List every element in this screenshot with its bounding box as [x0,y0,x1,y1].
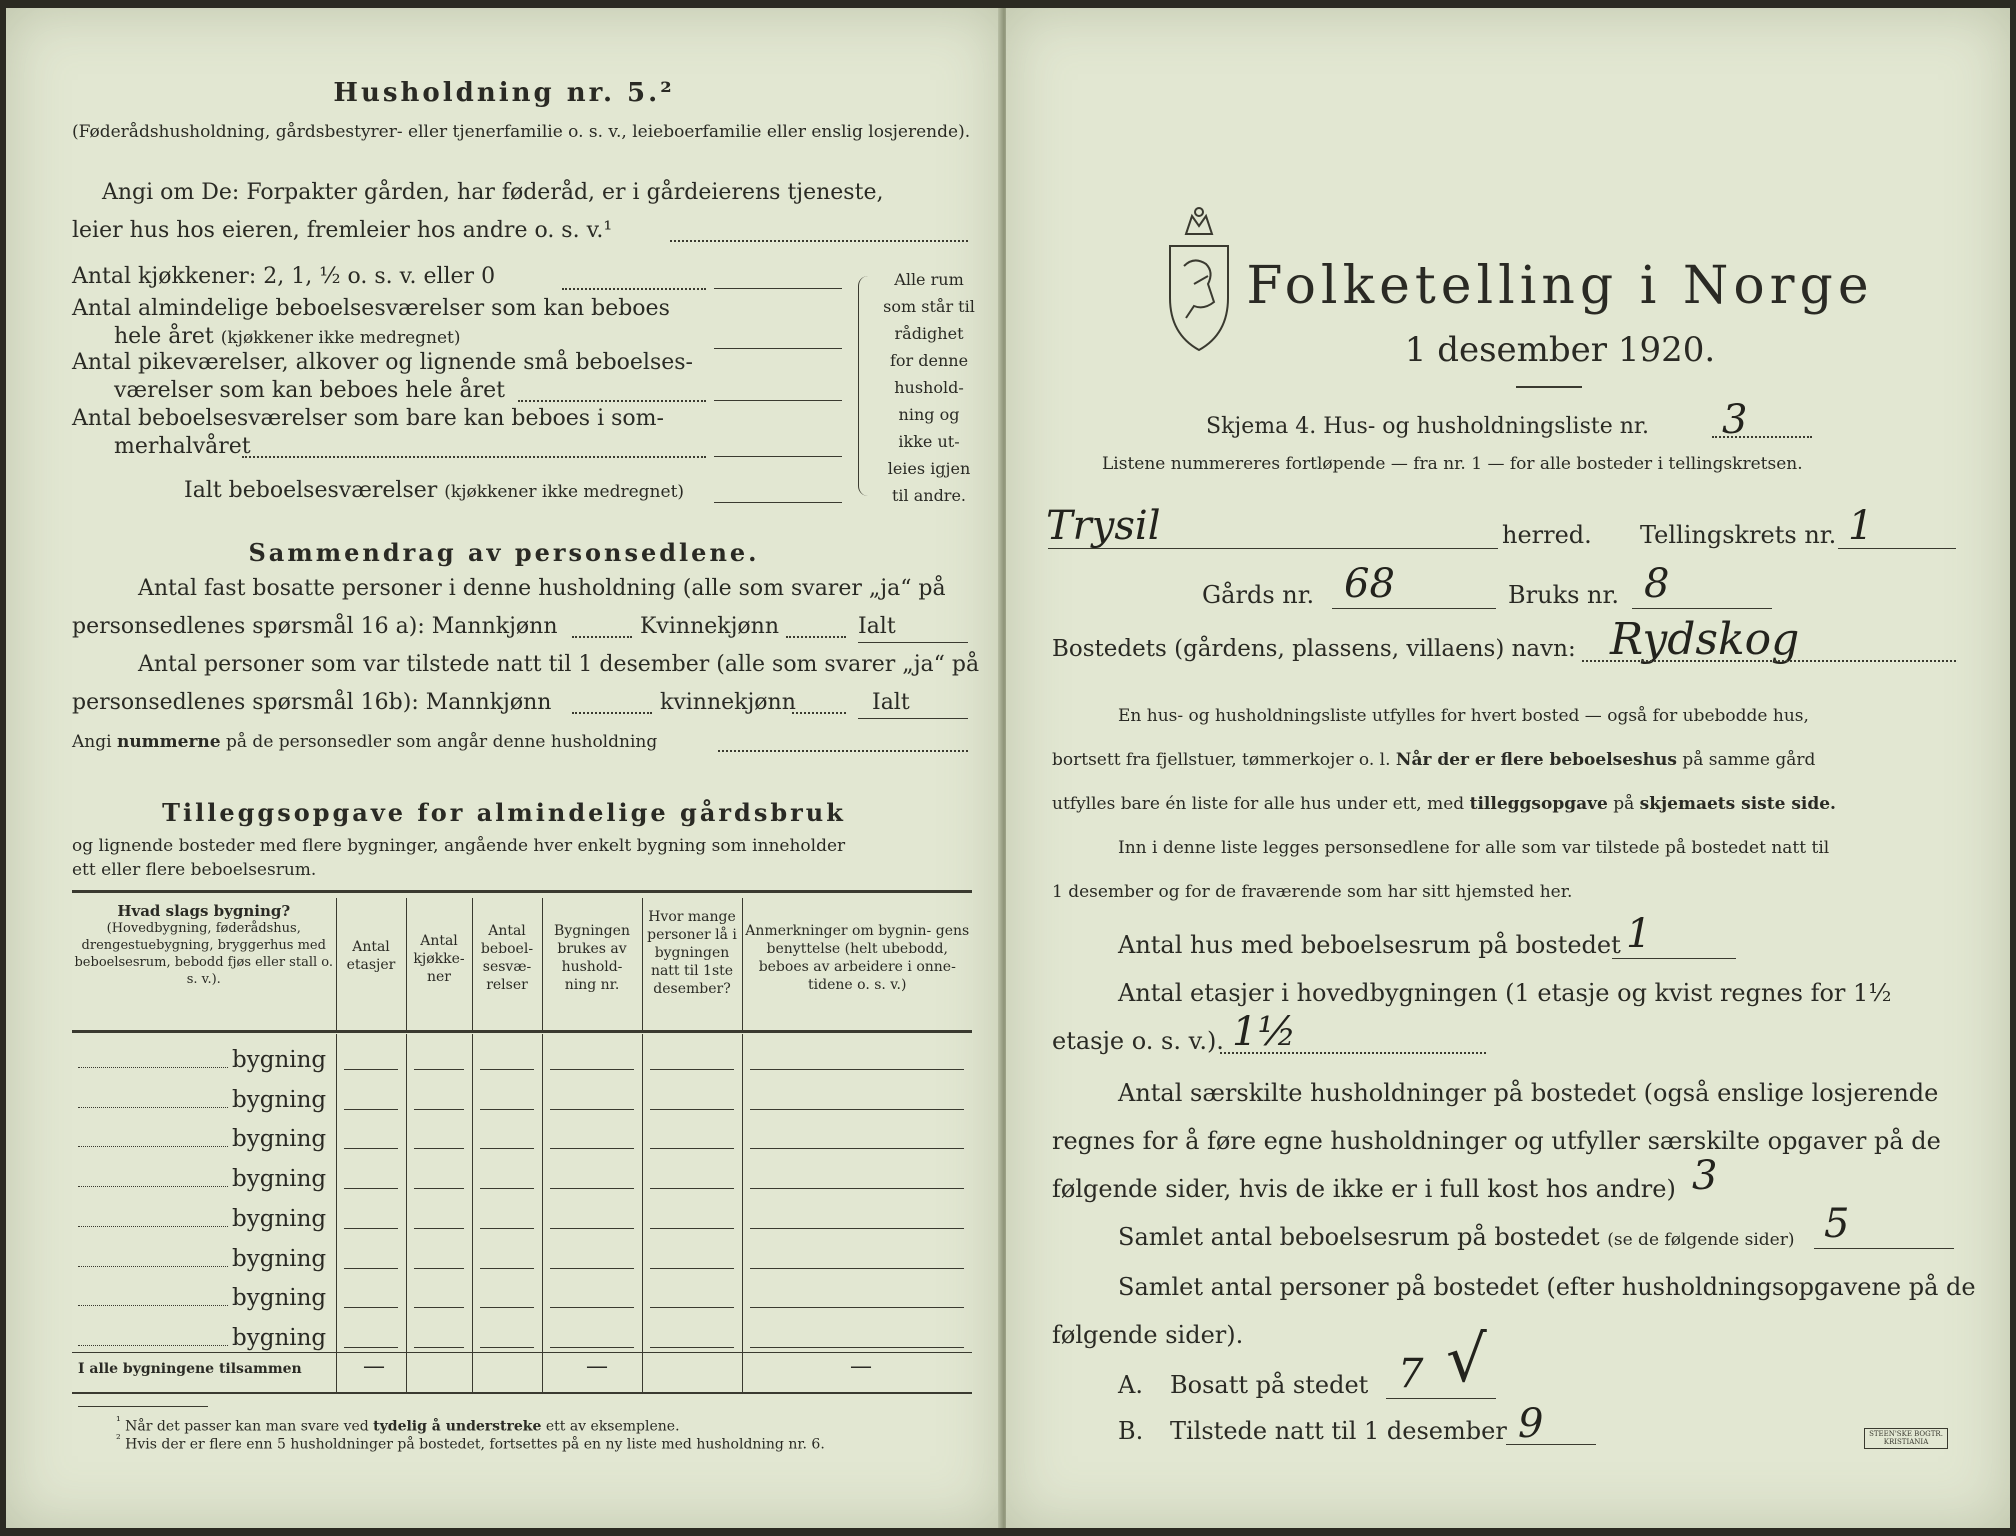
gards-label: Gårds nr. [1202,581,1315,609]
info-line-5: 1 desember og for de fraværende som har sitt hjemsted her. [1052,882,1573,902]
building-cell-line [414,1307,464,1308]
building-row-label: bygning [232,1126,327,1153]
info-2-bold: Når der er flere beboelseshus [1395,750,1677,770]
info-2-pre: bortsett fra fjellstuer, tømmerkojer o. l. [1052,750,1391,770]
ialt-line [184,476,684,506]
printer-stamp: STEEN'SKE BOGTR. KRISTIANIA [1864,1428,1948,1449]
pike-fill [714,400,842,401]
building-cell-line [650,1148,734,1149]
total-etasjer-dash: — [363,1354,385,1379]
gards-line [1332,608,1496,609]
b-text: Tilstede natt til 1 desember [1170,1417,1507,1445]
building-cell-line [414,1347,464,1348]
building-cell-line [344,1188,398,1189]
building-cell-line [650,1307,734,1308]
left-page [6,8,1002,1528]
hus-label: Antal hus med beboelsesrum på bostedet [1118,931,1621,959]
fast-mann-label: personsedlenes spørsmål 16 a): Mannkjønn [72,614,558,639]
skjema-nr-value: 3 [1722,397,1748,443]
info-3-mid: på [1613,794,1635,814]
bosted-line [1582,660,1956,662]
building-cell-line [414,1069,464,1070]
bracket-note-line: for denne [889,351,969,370]
samlet-rum-value: 5 [1824,1201,1850,1247]
building-row [72,1074,972,1114]
b-value: 9 [1518,1401,1544,1447]
building-row-label: bygning [232,1285,327,1312]
fast-line-1: Antal fast bosatte personer i denne husholdning (alle som svarer „ja“ på [138,576,946,601]
a-label: A. [1118,1371,1143,1399]
fast-mann-dots [572,636,632,638]
bracket-note-line: Alle rum [894,270,964,289]
building-cell-line [344,1347,398,1348]
building-cell-line [344,1307,398,1308]
bruks-line [1632,608,1772,609]
samlet-pers-line-1: Samlet antal personer på bostedet (efter husholdningsopgavene på de [1118,1273,1976,1301]
bruks-label: Bruks nr. [1508,581,1619,609]
tilst-line-2: personsedlenes spørsmål 16b): Mannkjønn [72,690,552,715]
building-cell-line [650,1109,734,1110]
table-header-rule [72,1030,972,1033]
alm-line-2-text: hele året [114,324,214,349]
etasjer-line-2: etasje o. s. v.). [1052,1027,1224,1055]
tillegg-line-2: ett eller flere beboelsesrum. [72,860,317,880]
building-cell-line [344,1069,398,1070]
bracket [858,276,871,496]
building-row [72,1114,972,1154]
building-cell-line [480,1228,534,1229]
fn2-mark: ² [116,1432,121,1446]
building-cell-line [550,1347,634,1348]
fn1-bold: tydelig å understreke [373,1418,542,1435]
a-fill-line [1386,1398,1496,1399]
angi-num-pre: Angi [72,732,112,752]
b-fill-line [1506,1444,1596,1445]
building-cell-line [480,1188,534,1189]
samlet-rum-line-fill [1814,1248,1954,1249]
pike-line-2: værelser som kan beboes hele året [114,378,505,403]
col-beboelses-head: Antal beboel- sesvæ- relser [472,898,542,1030]
building-table [72,898,972,1030]
a-text: Bosatt på stedet [1170,1371,1369,1399]
building-type-blank [78,1146,228,1147]
ialt-note: (kjøkkener ikke medregnet) [444,482,685,502]
sers-value: 3 [1692,1153,1718,1199]
building-cell-line [414,1148,464,1149]
col-type-title: Hvad slags bygning? [117,902,291,920]
bracket-note-line: til andre. [891,486,967,505]
info-line-4: Inn i denne liste legges personsedlene for alle som var tilstede på bostedet natt til [1118,838,1830,858]
angi-line-2: leier hus hos eieren, fremleier hos andre o. s. v.¹ [72,218,613,243]
building-cell-line [650,1069,734,1070]
building-cell-line [750,1148,964,1149]
household-intro: (Føderådshusholdning, gårdsbestyrer- eller tjenerfamilie o. s. v., leieboerfamilie eller enslig losjerende). [72,122,971,142]
angi-nummer-line [72,730,657,754]
fast-kvinne-dots [786,636,846,638]
building-row [72,1312,972,1352]
building-cell-line [480,1109,534,1110]
building-row [72,1273,972,1313]
household-title: Husholdning nr. 5.² [333,78,675,108]
building-type-blank [78,1067,228,1068]
fast-kvinne-label: Kvinnekjønn [640,614,779,639]
tillegg-line-1: og lignende bosteder med flere bygninger, angående hver enkelt bygning som inneholder [72,836,846,856]
etasjer-fill-line [1220,1052,1486,1054]
footnote-2 [116,1430,825,1454]
samlet-rum-line [1118,1222,1794,1252]
sers-line-2: regnes for å føre egne husholdninger og utfyller særskilte opgaver på de [1052,1127,1941,1155]
b-label: B. [1118,1417,1144,1445]
building-cell-line [550,1307,634,1308]
building-type-blank [78,1226,228,1227]
tilst-kvinne-dots [792,712,846,714]
building-row [72,1034,972,1074]
table-top-rule [72,890,972,893]
building-cell-line [750,1109,964,1110]
krets-value: 1 [1848,503,1874,549]
krets-line [1838,548,1956,549]
building-cell-line [750,1188,964,1189]
somm-line-1: Antal beboelsesværelser som bare kan beboes i som- [72,406,664,431]
angi-fill-line [670,240,968,242]
building-rows [72,1034,972,1352]
fn1-mark: ¹ [116,1414,121,1428]
tillegg-title: Tilleggsopgave for almindelige gårdsbruk [162,798,846,827]
tilst-ialt-label: Ialt [872,690,910,715]
building-cell-line [480,1347,534,1348]
bruks-value: 8 [1644,561,1670,607]
building-cell-line [550,1109,634,1110]
building-type-blank [78,1305,228,1306]
building-type-blank [78,1266,228,1267]
total-row-label: I alle bygningene tilsammen [78,1361,302,1377]
samlet-rum-label: Samlet antal beboelsesrum på bostedet [1118,1223,1600,1251]
sers-line-1: Antal særskilte husholdninger på bostedet (også enslige losjerende [1118,1079,1939,1107]
building-cell-line [344,1228,398,1229]
census-title: Folketelling i Norge [1246,256,1874,316]
col-kjokkener-head: Antal kjøkke- ner [406,898,472,1030]
tilst-mann-dots [572,712,652,714]
info-line-2 [1052,748,1815,772]
fn1-pre: Når det passer kan man svare ved [125,1418,369,1435]
summary-title: Sammendrag av personsedlene. [248,538,760,567]
building-cell-line [480,1069,534,1070]
angi-line-1: Angi om De: Forpakter gården, har føderåd, er i gårdeierens tjeneste, [102,180,884,205]
census-date: 1 desember 1920. [1404,330,1716,370]
bracket-note-line: som står til [883,297,975,316]
bosted-label: Bostedets (gårdens, plassens, villaens) navn: [1052,636,1576,662]
info-2-post: på samme gård [1682,750,1816,770]
angi-nummer-dots [718,750,968,752]
somm-dots [242,456,706,458]
total-husholdning-dash: — [586,1354,608,1379]
building-row-label: bygning [232,1205,327,1232]
bracket-note-line: hushold- [894,378,964,397]
listene-note: Listene nummereres fortløpende — fra nr. 1 — for alle bosteder i tellingskretsen. [1102,454,1803,474]
building-type-blank [78,1107,228,1108]
samlet-pers-line-2: følgende sider). [1052,1321,1244,1349]
info-line-3 [1052,792,1836,816]
building-cell-line [650,1228,734,1229]
col-type-head [72,898,336,1030]
building-row-label: bygning [232,1086,327,1113]
building-row [72,1193,972,1233]
hus-line [1612,958,1736,959]
herred-line [1048,548,1498,549]
alm-line-2-note: (kjøkkener ikke medregnet) [220,328,461,348]
col-anmerkninger-head: Anmerkninger om bygnin- gens benyttelse (helt ubebodd, beboes av arbeidere i onne- tidene o. s. v.) [742,898,972,1030]
total-anmerkninger-dash: — [850,1354,872,1379]
hus-value: 1 [1626,911,1652,957]
building-cell-line [750,1228,964,1229]
col-personer-head: Hvor mange personer lå i bygningen natt til 1ste desember? [642,898,742,1030]
col-husholdning-head: Bygningen brukes av hushold- ning nr. [542,898,642,1030]
fn2-text: Hvis der er flere enn 5 husholdninger på bostedet, fortsettes på en ny liste med husholdning nr. 6. [125,1436,825,1453]
building-cell-line [414,1188,464,1189]
building-cell-line [480,1307,534,1308]
building-cell-line [344,1268,398,1269]
col-etasjer-head: Antal etasjer [336,898,406,1030]
tilst-kvinne-label: kvinnekjønn [660,690,796,715]
fast-ialt-fill [858,642,968,643]
kjokkener-dots [562,288,706,290]
building-cell-line [750,1069,964,1070]
info-3-pre: utfylles bare én liste for alle hus under ett, med [1052,794,1465,814]
krets-label: Tellingskrets nr. [1640,521,1837,549]
building-cell-line [344,1109,398,1110]
info-line-1: En hus- og husholdningsliste utfylles for hvert bosted — også for ubebodde hus, [1118,706,1809,726]
kjokkener-fill [714,288,842,289]
a-value: 7 [1398,1351,1424,1397]
right-page [1006,8,2010,1528]
bracket-note-line: rådighet [894,324,964,343]
samlet-rum-note: (se de følgende sider) [1607,1230,1795,1250]
bracket-note [874,266,984,509]
building-cell-line [750,1268,964,1269]
building-row-label: bygning [232,1166,327,1192]
ialt-text: Ialt beboelsesværelser [184,478,438,503]
table-header-row [72,898,972,1030]
building-cell-line [344,1148,398,1149]
building-row [72,1233,972,1273]
col-type-sub: (Hovedbygning, føderådshus, drengestuebygning, bryggerhus med beboelsesrum, bebodd fjøs eller stall o. s. v.). [74,921,333,987]
etasjer-line-1: Antal etasjer i hovedbygningen (1 etasje og kvist regnes for 1½ [1118,979,1892,1007]
a-check-mark: √ [1446,1323,1487,1397]
herred-label: herred. [1502,521,1592,549]
footnote-rule [78,1406,208,1407]
building-cell-line [550,1069,634,1070]
building-cell-line [414,1109,464,1110]
building-row-label: bygning [232,1325,327,1351]
building-row [72,1153,972,1193]
info-3-bold1: tilleggsopgave [1469,794,1608,814]
building-cell-line [550,1148,634,1149]
angi-num-bold: nummerne [116,732,221,752]
building-row-label: bygning [232,1046,327,1073]
skjema-label: Skjema 4. Hus- og husholdningsliste nr. [1206,414,1649,439]
building-cell-line [550,1188,634,1189]
building-type-blank [78,1345,228,1346]
building-cell-line [550,1268,634,1269]
etasjer-value: 1½ [1232,1009,1297,1055]
fast-line-2 [72,612,557,642]
bracket-note-line: ning og [898,405,960,424]
building-cell-line [480,1148,534,1149]
bracket-note-line: ikke ut- [898,432,960,451]
table-bottom-rule [72,1392,972,1394]
skjema-nr-line [1712,436,1812,438]
angi-num-post: på de personsedler som angår denne husholdning [226,732,658,752]
building-row-label: bygning [232,1245,327,1272]
kjokkener-label: Antal kjøkkener: 2, 1, ½ o. s. v. eller 0 [72,264,496,289]
pike-line-1: Antal pikeværelser, alkover og lignende små beboelses- [72,350,693,375]
pike-dots [518,400,706,402]
fast-ialt-label: Ialt [858,614,896,639]
alm-line-1: Antal almindelige beboelsesværelser som kan beboes [72,296,670,321]
building-cell-line [414,1268,464,1269]
gards-value: 68 [1344,561,1395,607]
building-cell-line [550,1228,634,1229]
somm-fill [714,456,842,457]
info-3-bold2: skjemaets siste side. [1639,794,1836,814]
building-cell-line [650,1188,734,1189]
bracket-note-line: leies igjen [887,459,971,478]
building-cell-line [650,1347,734,1348]
title-short-rule [1516,386,1582,388]
fn1-post: ett av eksemplene. [545,1418,680,1435]
building-cell-line [480,1268,534,1269]
somm-line-2: merhalvåret [114,434,251,459]
sers-line-3: følgende sider, hvis de ikke er i full kost hos andre) [1052,1175,1676,1203]
building-type-blank [78,1186,228,1187]
building-cell-line [414,1228,464,1229]
building-cell-line [750,1307,964,1308]
building-cell-line [750,1347,964,1348]
alm-fill [714,348,842,349]
tilst-ialt-fill [858,718,968,719]
bosted-value: Rydskog [1610,614,1800,665]
tilst-line-1: Antal personer som var tilstede natt til 1 desember (alle som svarer „ja“ på [138,652,980,677]
building-cell-line [650,1268,734,1269]
ialt-fill [714,502,842,503]
herred-value: Trysil [1046,503,1161,549]
